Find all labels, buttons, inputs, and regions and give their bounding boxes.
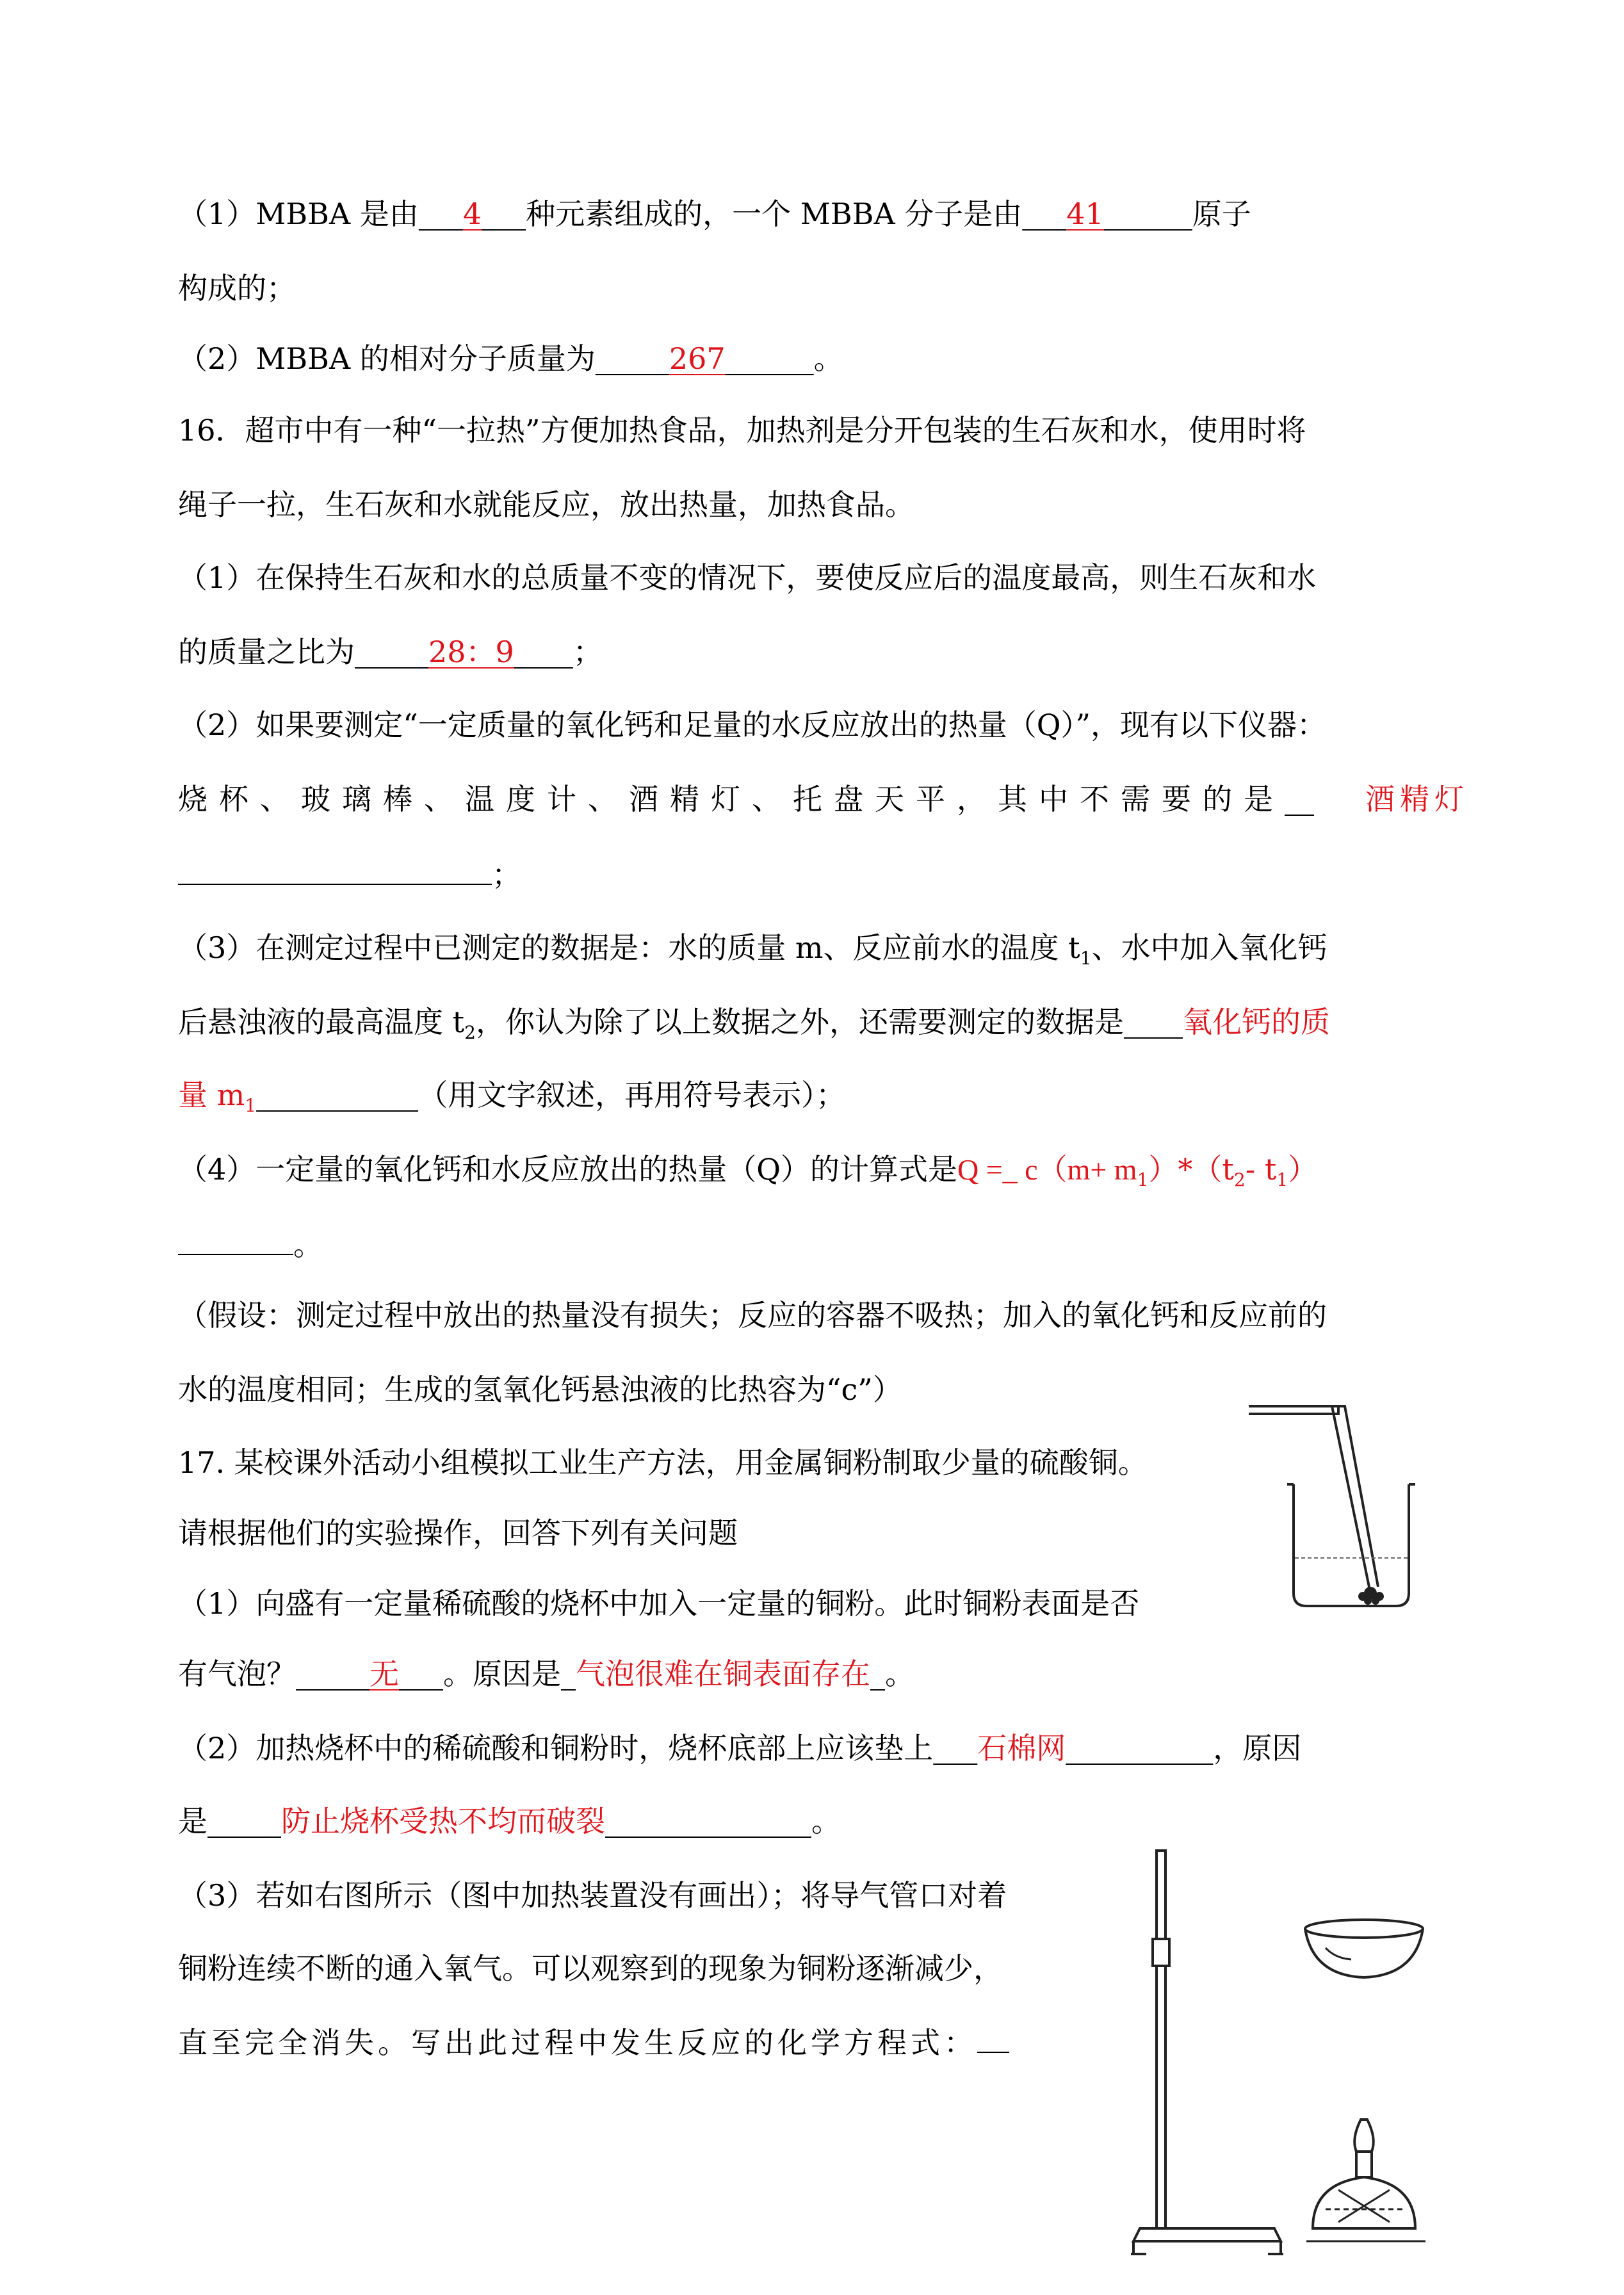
q16-part4-line2 xyxy=(178,1224,323,1263)
q17-part1-line2 xyxy=(178,1655,914,1693)
q17-part1-mid: 。原因是 xyxy=(443,1657,561,1691)
q17-part2-suffix: ，原因 xyxy=(1213,1731,1302,1765)
q16-part1-suffix: ； xyxy=(572,635,603,669)
q16-part2-line3 xyxy=(178,854,521,893)
q16-part1-line1: （1）在保持生石灰和水的总质量不变的情况下，要使反应后的温度最高，则生石灰和水 xyxy=(178,560,1317,595)
q16-answer-formula-a: Q =_ c（m+ m xyxy=(957,1153,1137,1186)
q16-answer-formula-c: - t xyxy=(1245,1152,1277,1187)
q16-part1-line2 xyxy=(178,633,603,671)
q17-part3-line2: 铜粉连续不断的通入氧气。可以观察到的现象为铜粉逐渐减少， xyxy=(178,1951,1003,1986)
q17-part3-text: 直至完全消失。写出此过程中发生反应的化学方程式： xyxy=(178,2025,977,2060)
q16-answer-formula-b: ）*（t xyxy=(1148,1152,1234,1187)
q17-part2-suffix2: 。 xyxy=(811,1804,841,1838)
q17-answer-asbestos-gauze: 石棉网 xyxy=(977,1731,1066,1765)
subscript: 1 xyxy=(1276,1169,1288,1190)
q16-part3-suffix: （用文字叙述，再用符号表示）； xyxy=(418,1078,846,1112)
subscript: 2 xyxy=(1233,1169,1246,1190)
q17-part3-line1: （3）若如右图所示（图中加热装置没有画出）；将导气管口对着 xyxy=(178,1878,1007,1913)
q16-part2-prefix: 烧杯、玻璃棒、温度计、酒精灯、托盘天平，其中不需要的是 xyxy=(178,782,1285,816)
beaker-with-gas-tube-figure xyxy=(1242,1401,1415,1612)
q15-part2-prefix: （2）MBBA 的相对分子质量为 xyxy=(178,341,596,376)
answer-blank xyxy=(178,1224,293,1255)
alcohol-lamp-figure xyxy=(1300,2113,1434,2267)
q15-part1-mid: 种元素组成的，一个 MBBA 分子是由 xyxy=(526,197,1023,231)
q17-part2-prefix: （2）加热烧杯中的稀硫酸和铜粉时，烧杯底部上应该垫上 xyxy=(178,1731,934,1765)
answer-blank xyxy=(977,2022,1009,2053)
q15-answer-element-count: 4 xyxy=(462,197,482,231)
q15-part1-line2: 构成的； xyxy=(178,271,296,305)
q15-answer-atom-count: 41 xyxy=(1066,197,1104,231)
q16-answer-unneeded-instrument: 酒精灯 xyxy=(1365,782,1469,816)
q16-answer-cao-mass-a: 氧化钙的质 xyxy=(1182,1005,1330,1039)
q15-part1-prefix: （1）MBBA 是由 xyxy=(178,197,419,231)
q16-answer-formula-d: ） xyxy=(1288,1152,1318,1187)
q16-part2-line1: （2）如果要测定“一定质量的氧化钙和足量的水反应放出的热量（Q）”，现有以下仪器： xyxy=(178,708,1327,742)
q16-part3-text-a: （3）在测定过程中已测定的数据是：水的质量 m、反应前水的温度 t xyxy=(178,930,1080,965)
q16-part3-line2 xyxy=(178,1003,1330,1041)
q15-answer-molar-mass: 267 xyxy=(669,341,726,376)
q15-part2-suffix: 。 xyxy=(813,341,843,376)
q17-part2-line1 xyxy=(178,1729,1301,1767)
q15-part1-suffix: 原子 xyxy=(1192,197,1251,231)
q16-answer-mass-ratio: 28：9 xyxy=(428,635,514,669)
iron-stand-figure xyxy=(1127,1844,1294,2267)
q16-part1-prefix: 的质量之比为 xyxy=(178,635,355,669)
q17-part1-line1: （1）向盛有一定量稀硫酸的烧杯中加入一定量的铜粉。此时铜粉表面是否 xyxy=(178,1586,1140,1621)
q16-part3-text-d: ，你认为除了以上数据之外，还需要测定的数据是 xyxy=(475,1005,1124,1039)
q16-part4-prefix: （4）一定量的氧化钙和水反应放出的热量（Q）的计算式是 xyxy=(178,1152,957,1187)
subscript: 1 xyxy=(1080,948,1092,969)
q17-part3-line3 xyxy=(178,2022,1009,2061)
q16-answer-cao-mass-b: 量 m xyxy=(178,1078,245,1112)
subscript: 1 xyxy=(1137,1169,1149,1190)
q16-stem-line2: 绳子一拉，生石灰和水就能反应，放出热量，加热食品。 xyxy=(178,487,914,522)
q15-part1-line1 xyxy=(178,195,1251,233)
q15-part2-line xyxy=(178,339,843,378)
q16-note-line1: （假设：测定过程中放出的热量没有损失；反应的容器不吸热；加入的氧化钙和反应前的 xyxy=(178,1298,1327,1333)
q16-part3-line1 xyxy=(178,929,1327,967)
q16-part3-line3 xyxy=(178,1076,845,1114)
q17-part1-suffix: 。 xyxy=(885,1657,914,1691)
q16-note-line2: 水的温度相同；生成的氢氧化钙悬浊液的比热容为“c”） xyxy=(178,1372,902,1407)
q17-answer-gauze-reason: 防止烧杯受热不均而破裂 xyxy=(281,1804,605,1838)
q16-part3-text-c: 后悬浊液的最高温度 t xyxy=(178,1005,465,1039)
q17-answer-bubbles: 无 xyxy=(369,1657,399,1691)
q17-part2-prefix2: 是 xyxy=(178,1804,207,1838)
q16-part2-line2 xyxy=(178,780,1469,818)
q16-part4-suffix: 。 xyxy=(293,1228,323,1262)
evaporating-dish-figure xyxy=(1300,1915,1428,1985)
q16-part4-line1 xyxy=(178,1150,1317,1188)
q17-part2-line2 xyxy=(178,1802,841,1840)
q16-part3-text-b: 、水中加入氧化钙 xyxy=(1091,930,1328,965)
q16-part2-suffix: ； xyxy=(492,857,521,892)
q17-stem-line1: 17. 某校课外活动小组模拟工业生产方法，用金属铜粉制取少量的硫酸铜。 xyxy=(178,1445,1148,1480)
q17-part1-prefix: 有气泡？ xyxy=(178,1657,296,1691)
answer-blank xyxy=(178,854,492,885)
q17-answer-reason: 气泡很难在铜表面存在 xyxy=(576,1657,870,1691)
q17-stem-line2: 请根据他们的实验操作，回答下列有关问题 xyxy=(178,1516,738,1550)
subscript: 1 xyxy=(245,1095,257,1116)
q16-stem-line1: 16．超市中有一种“一拉热”方便加热食品，加热剂是分开包装的生石灰和水，使用时将 xyxy=(178,413,1306,448)
subscript: 2 xyxy=(464,1022,476,1043)
